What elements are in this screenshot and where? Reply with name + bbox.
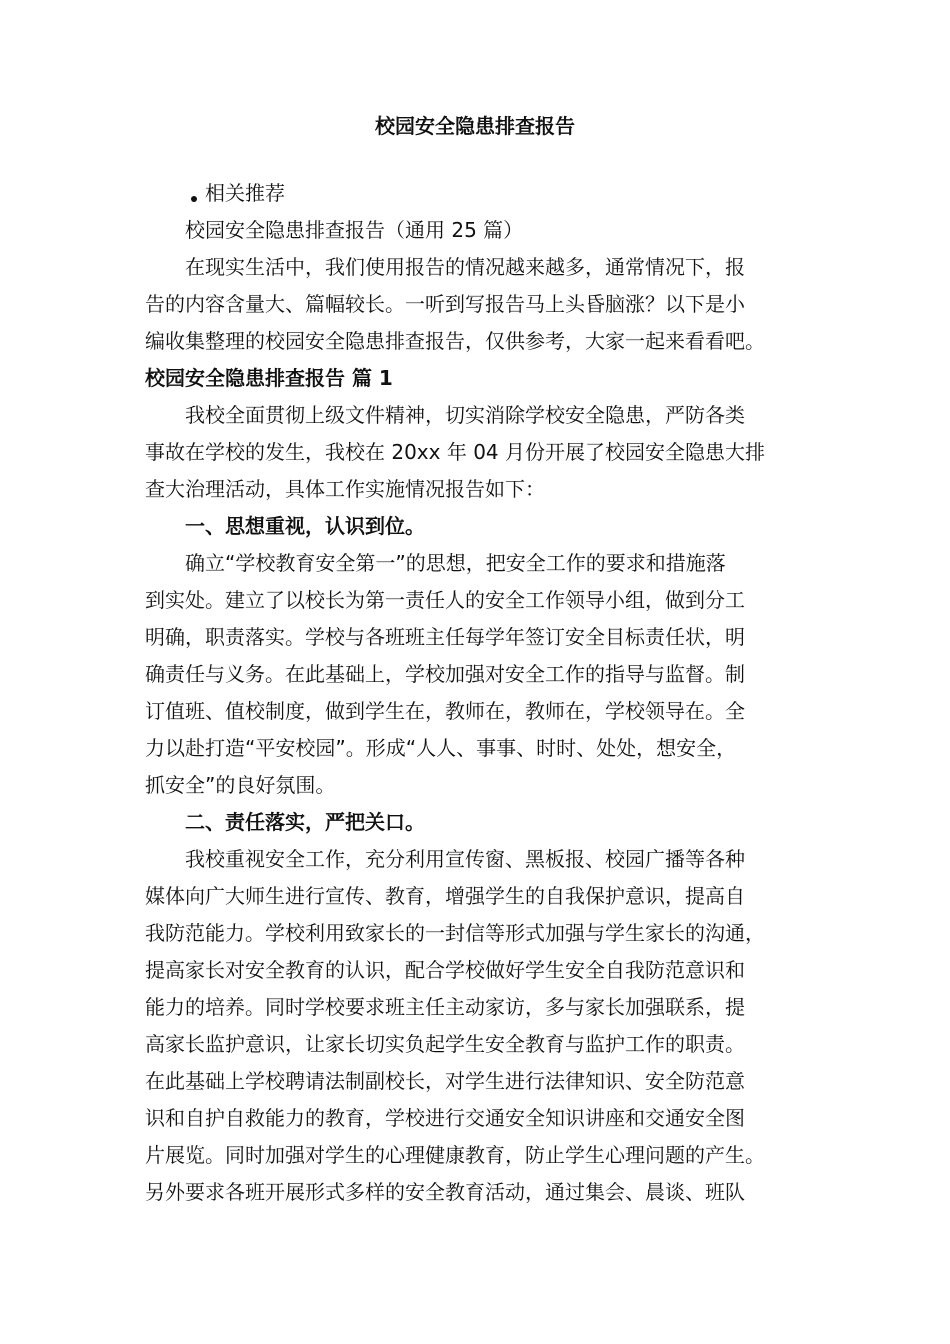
related-label: 相关推荐 [205,181,285,205]
document-title: 校园安全隐患排查报告 [375,114,575,138]
section-heading: 校园安全隐患排查报告 篇 1 [145,366,393,390]
section-heading: 二、责任落实，严把关口。 [185,810,425,834]
text-line: 订值班、值校制度，做到学生在，教师在，教师在，学校领导在。全 [145,699,745,723]
text-line: 我防范能力。学校利用致家长的一封信等形式加强与学生家长的沟通， [145,921,765,945]
text-line: 明确，职责落实。学校与各班班主任每学年签订安全目标责任状，明 [145,625,745,649]
section-heading: 一、思想重视，认识到位。 [185,514,425,538]
text-line: 识和自护自救能力的教育，学校进行交通安全知识讲座和交通安全图 [145,1106,745,1130]
bullet-icon [191,196,197,202]
text-line: 在此基础上学校聘请法制副校长，对学生进行法律知识、安全防范意 [145,1069,745,1093]
text-line: 我校全面贯彻上级文件精神，切实消除学校安全隐患，严防各类 [185,403,745,427]
document-body [145,175,825,1211]
text-line: 到实处。建立了以校长为第一责任人的安全工作领导小组，做到分工 [145,588,745,612]
text-line: 提高家长对安全教育的认识，配合学校做好学生安全自我防范意识和 [145,958,745,982]
text-line: 查大治理活动，具体工作实施情况报告如下： [145,477,545,501]
text-line: 抓安全”的良好氛围。 [145,773,336,797]
text-line: 我校重视安全工作，充分利用宣传窗、黑板报、校园广播等各种 [185,847,745,871]
text-line: 事故在学校的发生，我校在 20xx 年 04 月份开展了校园安全隐患大排 [145,440,765,464]
text-line: 告的内容含量大、篇幅较长。一听到写报告马上头昏脑涨？以下是小 [145,292,745,316]
text-line: 能力的培养。同时学校要求班主任主动家访，多与家长加强联系，提 [145,995,745,1019]
related-heading [145,175,825,212]
text-line: 确责任与义务。在此基础上，学校加强对安全工作的指导与监督。制 [145,662,745,686]
text-line: 另外要求各班开展形式多样的安全教育活动，通过集会、晨谈、班队 [145,1180,745,1204]
text-line: 高家长监护意识，让家长切实负起学生安全教育与监护工作的职责。 [145,1032,745,1056]
text-line: 确立“学校教育安全第一”的思想，把安全工作的要求和措施落 [185,551,726,575]
text-line: 校园安全隐患排查报告（通用 25 篇） [185,218,524,242]
text-line: 片展览。同时加强对学生的心理健康教育，防止学生心理问题的产生。 [145,1143,765,1167]
text-line: 媒体向广大师生进行宣传、教育，增强学生的自我保护意识，提高自 [145,884,745,908]
paragraph-lines [145,212,825,1211]
text-line: 在现实生活中，我们使用报告的情况越来越多，通常情况下，报 [185,255,745,279]
text-line: 编收集整理的校园安全隐患排查报告，仅供参考，大家一起来看看吧。 [145,329,765,353]
text-line: 力以赴打造“平安校园”。形成“人人、事事、时时、处处，想安全， [145,736,737,760]
